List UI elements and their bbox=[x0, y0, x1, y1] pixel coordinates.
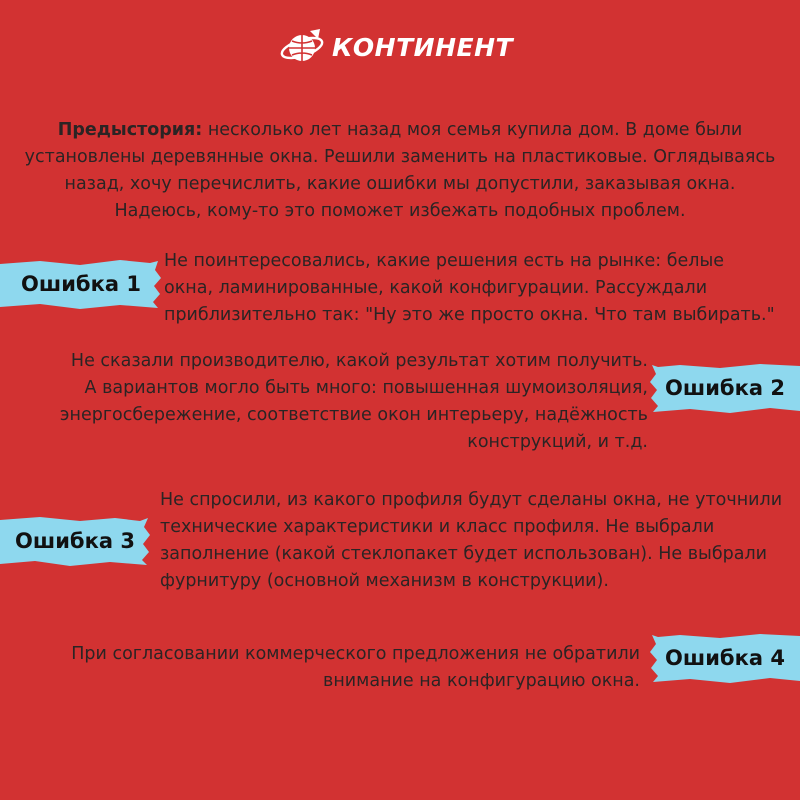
intro-line: установлены деревянные окна. Решили заменить на пластиковые. Оглядываясь bbox=[24, 147, 776, 167]
mistake-line: Не сказали производителю, какой результат хотим получить. bbox=[70, 351, 648, 371]
mistake-line: фурнитуру (основной механизм в конструкции). bbox=[160, 571, 609, 591]
mistake-label-2: Ошибка 2 bbox=[665, 376, 785, 400]
mistake-line: приблизительно так: "Ну это же просто окна. Что там выбирать." bbox=[164, 305, 775, 325]
intro-text: несколько лет назад моя семья купила дом. В доме были bbox=[202, 120, 743, 140]
mistake-label-1: Ошибка 1 bbox=[21, 272, 141, 296]
brand-name: КОНТИНЕНТ bbox=[332, 32, 514, 62]
globe-rocket-icon bbox=[280, 27, 326, 67]
intro-label: Предыстория: bbox=[57, 120, 203, 140]
mistake-badge-4 bbox=[650, 632, 800, 684]
mistake-label-3: Ошибка 3 bbox=[15, 529, 135, 553]
mistake-line: заполнение (какой стеклопакет будет использован). Не выбрали bbox=[160, 544, 768, 564]
mistake-line: энергосбережение, соответствие окон интерьеру, надёжность bbox=[59, 405, 648, 425]
mistake-badge-1 bbox=[0, 258, 162, 310]
mistake-badge-3 bbox=[0, 515, 150, 567]
mistake-line: А вариантов могло быть много: повышенная шумоизоляция, bbox=[84, 378, 648, 398]
mistake-line: конструкций, и т.д. bbox=[467, 432, 648, 452]
intro-line-1 bbox=[0, 117, 800, 144]
mistake-line: Не поинтересовались, какие решения есть на рынке: белые bbox=[164, 251, 725, 271]
mistake-text-1 bbox=[164, 248, 775, 329]
mistake-text-2 bbox=[60, 348, 648, 456]
brand-logo bbox=[280, 27, 513, 67]
mistake-line: Не спросили, из какого профиля будут сделаны окна, не уточнили bbox=[160, 490, 783, 510]
mistake-line: окна, ламинированные, какой конфигурации. Рассуждали bbox=[164, 278, 708, 298]
intro-line: Надеюсь, кому-то это поможет избежать подобных проблем. bbox=[114, 201, 686, 221]
intro-line: назад, хочу перечислить, какие ошибки мы допустили, заказывая окна. bbox=[64, 174, 736, 194]
mistake-text-4 bbox=[71, 641, 640, 695]
mistake-text-3 bbox=[160, 487, 782, 595]
intro-paragraph bbox=[0, 117, 800, 225]
mistake-line: технические характеристики и класс профиля. Не выбрали bbox=[160, 517, 715, 537]
mistake-label-4: Ошибка 4 bbox=[665, 646, 785, 670]
mistake-badge-2 bbox=[650, 362, 800, 414]
mistake-line: внимание на конфигурацию окна. bbox=[323, 671, 640, 691]
mistake-line: При согласовании коммерческого предложения не обратили bbox=[71, 644, 640, 664]
